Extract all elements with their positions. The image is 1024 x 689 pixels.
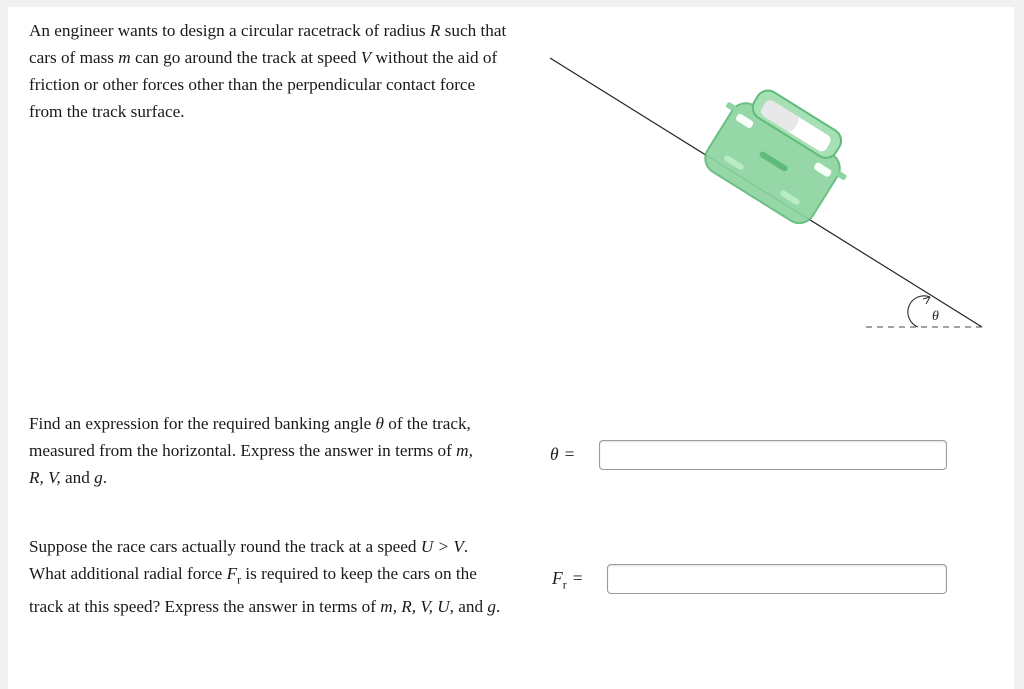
problem-panel [8,7,1014,689]
car-icon [692,74,864,233]
angle-label: θ [932,309,939,324]
theta-answer-label: θ = [550,444,575,464]
force-answer-label: $F_r$ = [552,568,583,592]
theta-answer-input[interactable] [599,440,947,470]
angle-arrowhead [923,297,930,304]
banked-track-figure [548,52,998,352]
force-answer-input[interactable] [607,564,947,594]
question-1-text: Find an expression for the required banking angle θ of the track, measured from the horizontal. Express the answer in terms of m, R, V, and g. [29,414,473,487]
question-2-text: Suppose the race cars actually round the track at a speed U > V. What additional radial force $F_r$ is required to keep the cars on the track at this speed? Express the answer in terms of m, R, V, U, and g. [29,537,501,617]
angle-arc [908,296,930,327]
problem-intro-text: An engineer wants to design a circular racetrack of radius R such that cars of mass m can go around the track at speed V without the aid of friction or other forces other than the perpendicular contact force from the track surface. [29,21,507,121]
